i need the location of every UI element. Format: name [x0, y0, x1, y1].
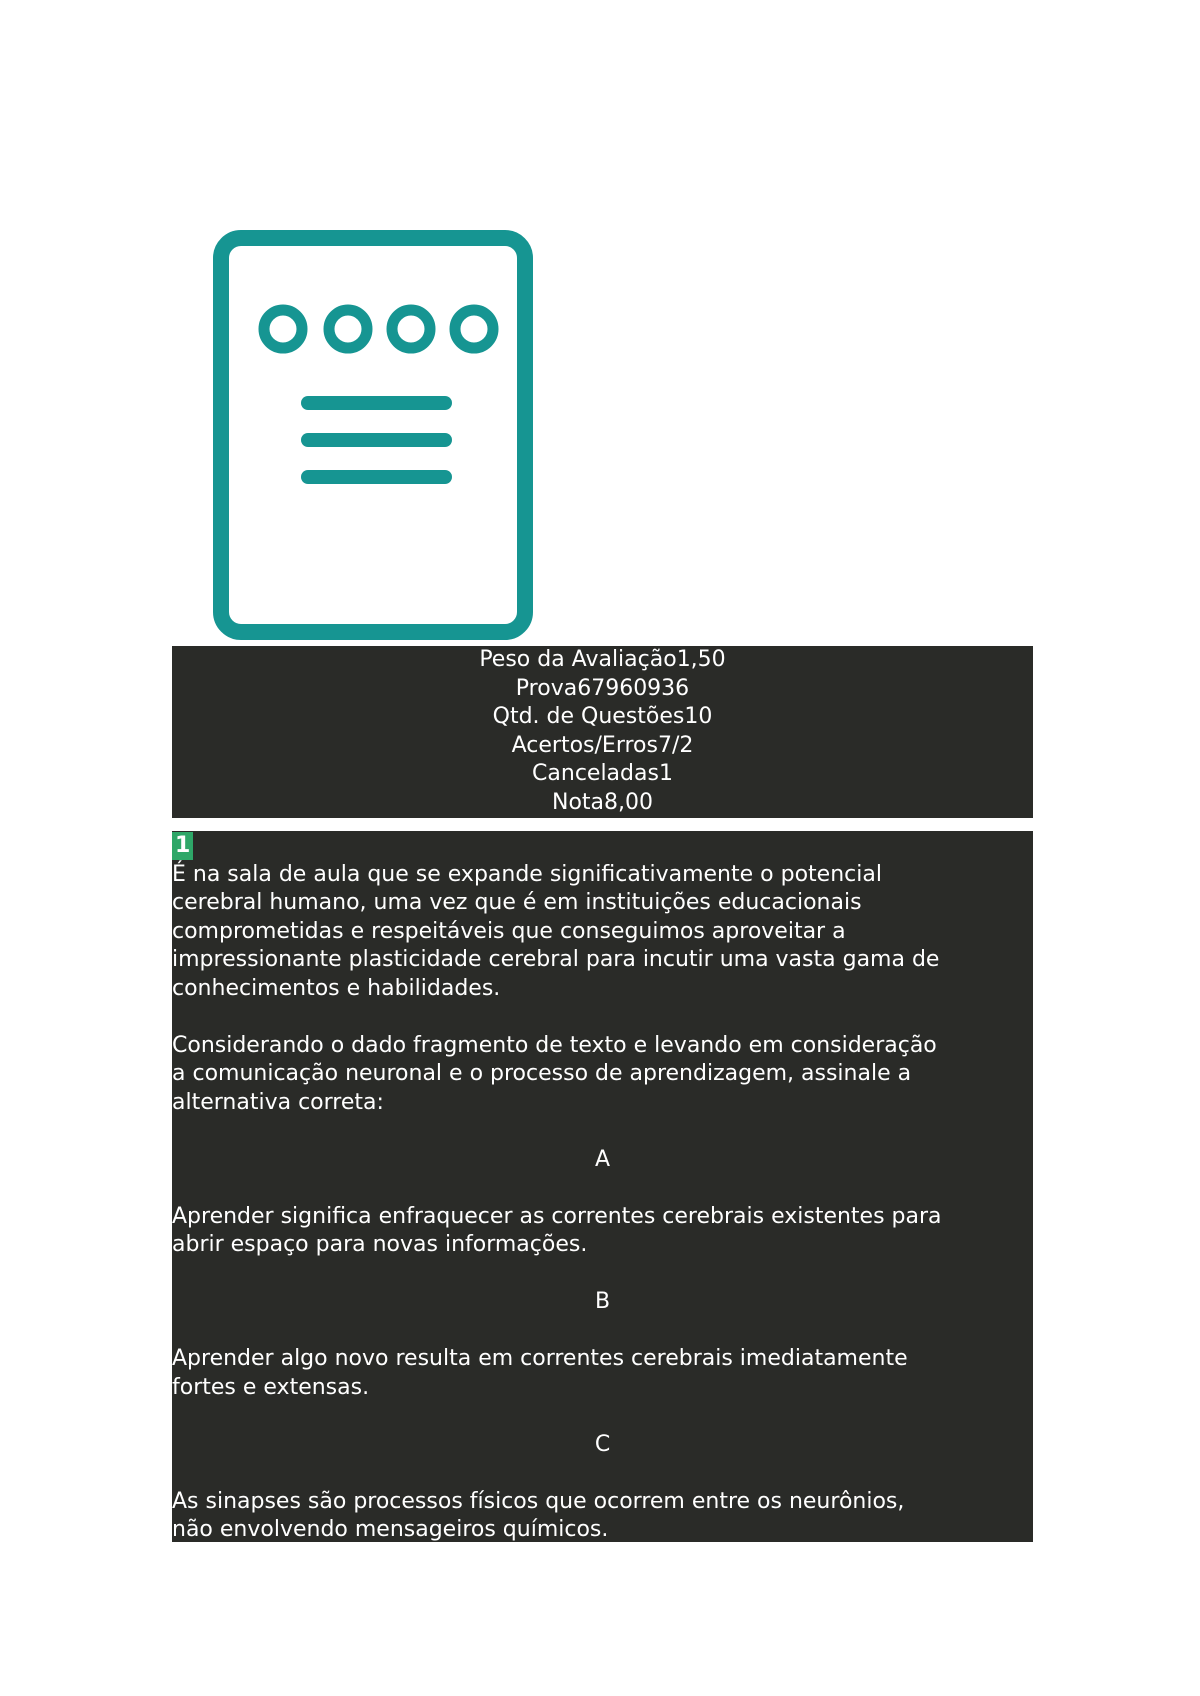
- option-b-text[interactable]: [172, 1345, 1033, 1402]
- option-a-letter[interactable]: A: [594, 1146, 611, 1172]
- answer-bubble-icon: [264, 310, 302, 348]
- exam-summary-panel: [172, 646, 1033, 818]
- option-line: fortes e extensas.: [172, 1374, 370, 1400]
- prompt-line: a comunicação neuronal e o processo de aprendizagem, assinale a: [172, 1061, 912, 1086]
- option-a-text[interactable]: [172, 1203, 1033, 1260]
- statement-line: comprometidas e respeitáveis que conseguimos aproveitar a: [172, 918, 846, 944]
- summary-weight: Peso da Avaliação1,50: [479, 647, 726, 672]
- summary-exam-id: Prova67960936: [515, 675, 690, 701]
- answer-bubble-icon: [329, 310, 367, 348]
- option-line: Aprender algo novo resulta em correntes cerebrais imediatamente: [172, 1346, 908, 1371]
- exam-document-icon: [213, 230, 533, 640]
- option-c-text[interactable]: [172, 1488, 1033, 1545]
- answer-bubble-icon: [455, 310, 493, 348]
- option-line: não envolvendo mensageiros químicos.: [172, 1517, 609, 1542]
- summary-cancelled: Canceladas1: [532, 761, 673, 786]
- answer-bubble-icon: [392, 310, 430, 348]
- prompt-line: alternativa correta:: [172, 1089, 384, 1115]
- question-panel: [172, 831, 1033, 1542]
- option-line: abrir espaço para novas informações.: [172, 1232, 588, 1257]
- summary-grade: Nota8,00: [551, 789, 653, 815]
- statement-line: impressionante plasticidade cerebral para incutir uma vasta gama de: [172, 947, 940, 972]
- question-statement: [172, 861, 1033, 1004]
- option-b-letter[interactable]: B: [594, 1289, 611, 1314]
- option-c-letter[interactable]: C: [594, 1431, 611, 1457]
- statement-line: cerebral humano, uma vez que é em instituições educacionais: [172, 890, 862, 915]
- option-line: As sinapses são processos físicos que ocorrem entre os neurônios,: [172, 1488, 905, 1514]
- summary-question-count: Qtd. de Questões10: [492, 704, 713, 729]
- option-line: Aprender significa enfraquecer as correntes cerebrais existentes para: [172, 1203, 942, 1229]
- summary-hits-misses: Acertos/Erros7/2: [511, 732, 694, 758]
- statement-line: É na sala de aula que se expande significativamente o potencial: [172, 861, 882, 887]
- question-number-badge: 1: [172, 832, 193, 860]
- prompt-line: Considerando o dado fragmento de texto e levando em consideração: [172, 1032, 937, 1058]
- question-prompt: [172, 1032, 1033, 1118]
- statement-line: conhecimentos e habilidades.: [172, 975, 501, 1001]
